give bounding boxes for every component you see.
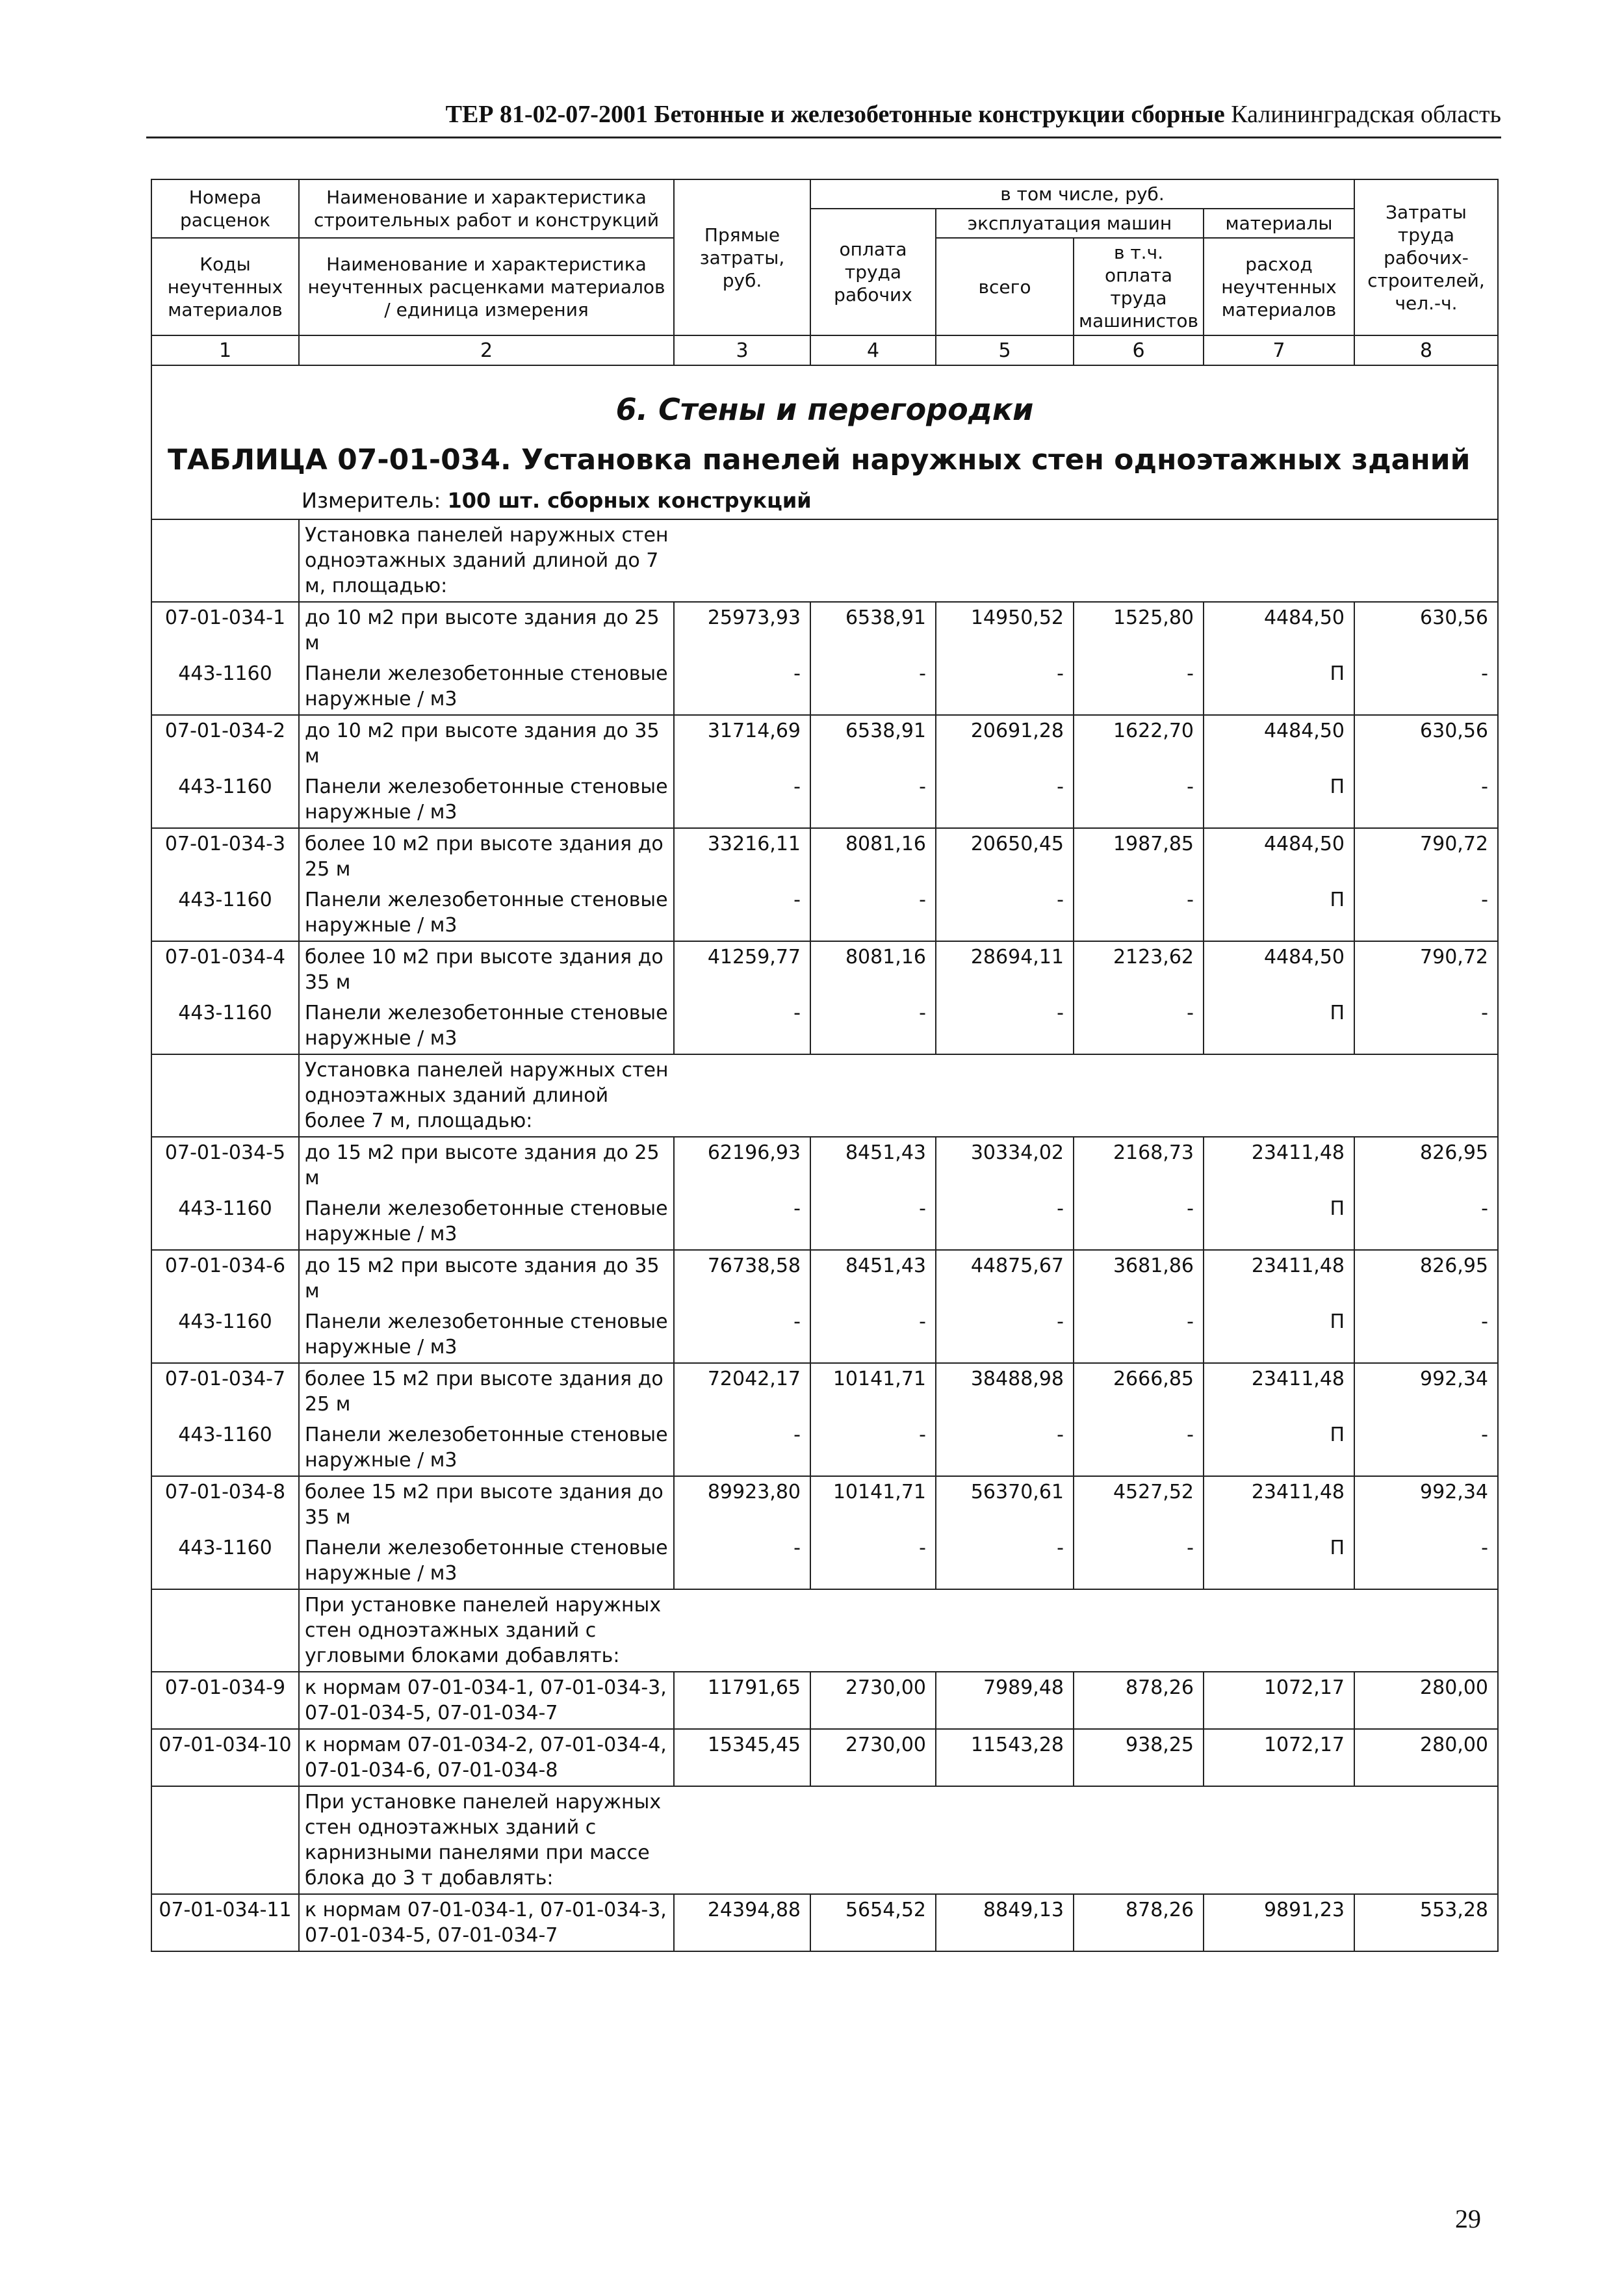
material-value-m6: - xyxy=(1074,658,1204,715)
work-name: к нормам 07-01-034-1, 07-01-034-3, 07-01-034-5, 07-01-034-7 xyxy=(299,1672,674,1729)
col-header-materials: материалы xyxy=(1204,209,1354,238)
material-value-m4: - xyxy=(810,772,936,828)
material-value-m8: - xyxy=(1354,772,1498,828)
table-row xyxy=(151,1137,1498,1193)
region-label: Калининградская область xyxy=(1231,101,1501,128)
value-c8: 790,72 xyxy=(1354,941,1498,998)
value-c4: 10141,71 xyxy=(810,1363,936,1420)
value-c5: 38488,98 xyxy=(936,1363,1074,1420)
value-c6: 2168,73 xyxy=(1074,1137,1204,1193)
material-value-m3: - xyxy=(674,1306,810,1363)
value-c8: 826,95 xyxy=(1354,1137,1498,1193)
rate-code: 07-01-034-6 xyxy=(151,1250,299,1306)
column-number: 3 xyxy=(674,335,810,365)
material-value-m7: П xyxy=(1204,1306,1354,1363)
material-code: 443-1160 xyxy=(151,1306,299,1363)
value-c4: 8451,43 xyxy=(810,1250,936,1306)
material-name: Панели железобетонные стеновые наружные / м3 xyxy=(299,658,674,715)
material-row xyxy=(151,658,1498,715)
measure-line xyxy=(152,488,1497,519)
page-header-text xyxy=(446,100,1501,129)
value-c4: 2730,00 xyxy=(810,1672,936,1729)
material-name: Панели железобетонные стеновые наружные / м3 xyxy=(299,772,674,828)
table-row xyxy=(151,715,1498,772)
rate-code: 07-01-034-10 xyxy=(151,1729,299,1786)
table-row xyxy=(151,602,1498,658)
value-c7: 23411,48 xyxy=(1204,1363,1354,1420)
value-c5: 20691,28 xyxy=(936,715,1074,772)
group-heading: Установка панелей наружных стен одноэтажных зданий длиной до 7 м, площадью: xyxy=(299,519,674,602)
blank-cell xyxy=(674,519,1498,602)
material-value-m7: П xyxy=(1204,772,1354,828)
value-c8: 553,28 xyxy=(1354,1894,1498,1951)
column-number: 7 xyxy=(1204,335,1354,365)
table-row xyxy=(151,1250,1498,1306)
value-c4: 6538,91 xyxy=(810,715,936,772)
material-value-m5: - xyxy=(936,1193,1074,1250)
material-row xyxy=(151,1533,1498,1589)
value-c5: 30334,02 xyxy=(936,1137,1074,1193)
group-heading: При установке панелей наружных стен одноэтажных зданий с угловыми блоками добавлять: xyxy=(299,1589,674,1672)
material-value-m4: - xyxy=(810,1306,936,1363)
work-name: более 10 м2 при высоте здания до 25 м xyxy=(299,828,674,885)
material-value-m8: - xyxy=(1354,998,1498,1054)
table-body xyxy=(151,365,1498,1951)
col-header-including: в том числе, руб. xyxy=(810,179,1354,209)
group-heading: При установке панелей наружных стен одноэтажных зданий с карнизными панелями при массе блока до 3 т добавлять: xyxy=(299,1786,674,1894)
material-row xyxy=(151,1193,1498,1250)
value-c6: 4527,52 xyxy=(1074,1476,1204,1533)
blank-cell xyxy=(151,1589,299,1672)
column-number: 6 xyxy=(1074,335,1204,365)
material-value-m6: - xyxy=(1074,1306,1204,1363)
material-value-m6: - xyxy=(1074,885,1204,941)
col-header-name: Наименование и характеристика строительных работ и конструкций xyxy=(299,179,674,238)
material-row xyxy=(151,998,1498,1054)
material-value-m4: - xyxy=(810,1193,936,1250)
value-c8: 630,56 xyxy=(1354,602,1498,658)
material-value-m8: - xyxy=(1354,1193,1498,1250)
table-header xyxy=(151,179,1498,365)
material-value-m7: П xyxy=(1204,1420,1354,1476)
material-name: Панели железобетонные стеновые наружные / м3 xyxy=(299,1193,674,1250)
material-value-m3: - xyxy=(674,658,810,715)
value-c7: 4484,50 xyxy=(1204,715,1354,772)
material-value-m5: - xyxy=(936,885,1074,941)
material-name: Панели железобетонные стеновые наружные / м3 xyxy=(299,885,674,941)
material-value-m5: - xyxy=(936,772,1074,828)
value-c6: 1525,80 xyxy=(1074,602,1204,658)
group-heading-row xyxy=(151,1786,1498,1894)
material-name: Панели железобетонные стеновые наружные / м3 xyxy=(299,1533,674,1589)
value-c8: 280,00 xyxy=(1354,1672,1498,1729)
value-c6: 878,26 xyxy=(1074,1894,1204,1951)
value-c4: 6538,91 xyxy=(810,602,936,658)
value-c5: 7989,48 xyxy=(936,1672,1074,1729)
value-c6: 1622,70 xyxy=(1074,715,1204,772)
value-c5: 14950,52 xyxy=(936,602,1074,658)
table-row xyxy=(151,1672,1498,1729)
value-c7: 23411,48 xyxy=(1204,1137,1354,1193)
rate-code: 07-01-034-5 xyxy=(151,1137,299,1193)
value-c7: 1072,17 xyxy=(1204,1672,1354,1729)
value-c5: 20650,45 xyxy=(936,828,1074,885)
value-c6: 938,25 xyxy=(1074,1729,1204,1786)
col-header-direct-costs: Прямые затраты, руб. xyxy=(674,179,810,335)
rate-code: 07-01-034-2 xyxy=(151,715,299,772)
material-row xyxy=(151,1420,1498,1476)
work-name: до 10 м2 при высоте здания до 25 м xyxy=(299,602,674,658)
value-c3: 15345,45 xyxy=(674,1729,810,1786)
work-name: к нормам 07-01-034-1, 07-01-034-3, 07-01-034-5, 07-01-034-7 xyxy=(299,1894,674,1951)
table-row xyxy=(151,828,1498,885)
blank-cell xyxy=(151,1054,299,1137)
rate-code: 07-01-034-9 xyxy=(151,1672,299,1729)
group-heading-row xyxy=(151,519,1498,602)
material-name: Панели железобетонные стеновые наружные / м3 xyxy=(299,998,674,1054)
work-name: к нормам 07-01-034-2, 07-01-034-4, 07-01-034-6, 07-01-034-8 xyxy=(299,1729,674,1786)
col-header-material-use: расход неучтенных материалов xyxy=(1204,238,1354,335)
material-value-m6: - xyxy=(1074,1193,1204,1250)
work-name: до 15 м2 при высоте здания до 25 м xyxy=(299,1137,674,1193)
table-row xyxy=(151,1476,1498,1533)
value-c6: 2666,85 xyxy=(1074,1363,1204,1420)
value-c4: 5654,52 xyxy=(810,1894,936,1951)
column-number: 4 xyxy=(810,335,936,365)
col-header-machinist-wages: в т.ч. оплата труда машинистов xyxy=(1074,238,1204,335)
material-value-m4: - xyxy=(810,1420,936,1476)
value-c3: 41259,77 xyxy=(674,941,810,998)
value-c7: 23411,48 xyxy=(1204,1476,1354,1533)
value-c7: 1072,17 xyxy=(1204,1729,1354,1786)
value-c8: 790,72 xyxy=(1354,828,1498,885)
rate-code: 07-01-034-7 xyxy=(151,1363,299,1420)
material-value-m7: П xyxy=(1204,1193,1354,1250)
material-row xyxy=(151,772,1498,828)
material-value-m4: - xyxy=(810,658,936,715)
table-row xyxy=(151,1894,1498,1951)
material-value-m3: - xyxy=(674,998,810,1054)
value-c4: 8081,16 xyxy=(810,828,936,885)
material-code: 443-1160 xyxy=(151,998,299,1054)
value-c3: 31714,69 xyxy=(674,715,810,772)
value-c3: 33216,11 xyxy=(674,828,810,885)
material-value-m5: - xyxy=(936,1306,1074,1363)
value-c3: 24394,88 xyxy=(674,1894,810,1951)
value-c4: 8451,43 xyxy=(810,1137,936,1193)
blank-cell xyxy=(674,1054,1498,1137)
value-c7: 23411,48 xyxy=(1204,1250,1354,1306)
material-row xyxy=(151,1306,1498,1363)
work-name: более 10 м2 при высоте здания до 35 м xyxy=(299,941,674,998)
material-value-m8: - xyxy=(1354,1420,1498,1476)
material-value-m5: - xyxy=(936,1420,1074,1476)
table-row xyxy=(151,941,1498,998)
rate-code: 07-01-034-4 xyxy=(151,941,299,998)
material-value-m6: - xyxy=(1074,1533,1204,1589)
material-value-m3: - xyxy=(674,772,810,828)
value-c7: 4484,50 xyxy=(1204,941,1354,998)
material-value-m5: - xyxy=(936,658,1074,715)
column-number: 1 xyxy=(151,335,299,365)
value-c8: 280,00 xyxy=(1354,1729,1498,1786)
column-numbers-row xyxy=(151,335,1498,365)
material-value-m7: П xyxy=(1204,658,1354,715)
material-value-m4: - xyxy=(810,998,936,1054)
material-code: 443-1160 xyxy=(151,1193,299,1250)
column-number: 2 xyxy=(299,335,674,365)
value-c4: 8081,16 xyxy=(810,941,936,998)
col-header-material-name: Наименование и характеристика неучтенных расценками материалов / единица измерения xyxy=(299,238,674,335)
material-value-m7: П xyxy=(1204,998,1354,1054)
value-c3: 25973,93 xyxy=(674,602,810,658)
group-heading: Установка панелей наружных стен одноэтажных зданий длиной более 7 м, площадью: xyxy=(299,1054,674,1137)
material-code: 443-1160 xyxy=(151,1533,299,1589)
material-value-m8: - xyxy=(1354,1533,1498,1589)
group-heading-row xyxy=(151,1054,1498,1137)
material-value-m3: - xyxy=(674,1420,810,1476)
page-number: 29 xyxy=(1455,2204,1481,2233)
material-value-m8: - xyxy=(1354,1306,1498,1363)
material-code: 443-1160 xyxy=(151,885,299,941)
material-value-m5: - xyxy=(936,998,1074,1054)
value-c8: 826,95 xyxy=(1354,1250,1498,1306)
material-value-m6: - xyxy=(1074,1420,1204,1476)
table-row xyxy=(151,1363,1498,1420)
section-title-row xyxy=(151,365,1498,519)
value-c3: 72042,17 xyxy=(674,1363,810,1420)
work-name: до 10 м2 при высоте здания до 35 м xyxy=(299,715,674,772)
material-value-m5: - xyxy=(936,1533,1074,1589)
value-c6: 2123,62 xyxy=(1074,941,1204,998)
value-c4: 10141,71 xyxy=(810,1476,936,1533)
section-title: 6. Стены и перегородки xyxy=(615,392,1034,427)
col-header-codes: Номера расценок xyxy=(151,179,299,238)
col-header-labor: Затраты труда рабочих-строителей, чел.-ч. xyxy=(1354,179,1498,335)
blank-cell xyxy=(151,1786,299,1894)
table-title: ТАБЛИЦА 07-01-034. Установка панелей наружных стен одноэтажных зданий xyxy=(168,443,1471,476)
value-c6: 878,26 xyxy=(1074,1672,1204,1729)
col-header-wages: оплата труда рабочих xyxy=(810,209,936,335)
blank-cell xyxy=(674,1786,1498,1894)
measure-value: 100 шт. сборных конструкций xyxy=(447,488,812,513)
material-value-m8: - xyxy=(1354,658,1498,715)
material-value-m3: - xyxy=(674,1193,810,1250)
value-c6: 1987,85 xyxy=(1074,828,1204,885)
col-header-material-codes: Коды неучтенных материалов xyxy=(151,238,299,335)
measure-label: Измеритель: xyxy=(302,488,441,513)
value-c5: 44875,67 xyxy=(936,1250,1074,1306)
table-row xyxy=(151,1729,1498,1786)
material-value-m7: П xyxy=(1204,885,1354,941)
material-value-m3: - xyxy=(674,1533,810,1589)
rate-code: 07-01-034-8 xyxy=(151,1476,299,1533)
material-row xyxy=(151,885,1498,941)
value-c7: 4484,50 xyxy=(1204,828,1354,885)
rate-code: 07-01-034-1 xyxy=(151,602,299,658)
rate-code: 07-01-034-11 xyxy=(151,1894,299,1951)
work-name: более 15 м2 при высоте здания до 35 м xyxy=(299,1476,674,1533)
material-value-m6: - xyxy=(1074,998,1204,1054)
document-code-title: ТЕР 81-02-07-2001 Бетонные и железобетонные конструкции сборные xyxy=(445,101,1225,128)
value-c8: 992,34 xyxy=(1354,1363,1498,1420)
material-value-m6: - xyxy=(1074,772,1204,828)
material-name: Панели железобетонные стеновые наружные / м3 xyxy=(299,1420,674,1476)
material-value-m7: П xyxy=(1204,1533,1354,1589)
value-c7: 4484,50 xyxy=(1204,602,1354,658)
blank-cell xyxy=(674,1589,1498,1672)
work-name: до 15 м2 при высоте здания до 35 м xyxy=(299,1250,674,1306)
value-c4: 2730,00 xyxy=(810,1729,936,1786)
value-c3: 76738,58 xyxy=(674,1250,810,1306)
value-c3: 62196,93 xyxy=(674,1137,810,1193)
material-value-m8: - xyxy=(1354,885,1498,941)
value-c8: 630,56 xyxy=(1354,715,1498,772)
material-code: 443-1160 xyxy=(151,1420,299,1476)
value-c7: 9891,23 xyxy=(1204,1894,1354,1951)
col-header-machines: эксплуатация машин xyxy=(936,209,1204,238)
column-number: 8 xyxy=(1354,335,1498,365)
col-header-machines-total: всего xyxy=(936,238,1074,335)
material-code: 443-1160 xyxy=(151,658,299,715)
group-heading-row xyxy=(151,1589,1498,1672)
value-c5: 56370,61 xyxy=(936,1476,1074,1533)
rate-code: 07-01-034-3 xyxy=(151,828,299,885)
price-table xyxy=(151,179,1499,1952)
value-c3: 89923,80 xyxy=(674,1476,810,1533)
material-value-m4: - xyxy=(810,885,936,941)
page-header xyxy=(146,91,1501,138)
value-c5: 8849,13 xyxy=(936,1894,1074,1951)
column-number: 5 xyxy=(936,335,1074,365)
material-name: Панели железобетонные стеновые наружные / м3 xyxy=(299,1306,674,1363)
material-value-m4: - xyxy=(810,1533,936,1589)
blank-cell xyxy=(151,519,299,602)
work-name: более 15 м2 при высоте здания до 25 м xyxy=(299,1363,674,1420)
value-c5: 28694,11 xyxy=(936,941,1074,998)
value-c3: 11791,65 xyxy=(674,1672,810,1729)
value-c8: 992,34 xyxy=(1354,1476,1498,1533)
material-code: 443-1160 xyxy=(151,772,299,828)
material-value-m3: - xyxy=(674,885,810,941)
value-c5: 11543,28 xyxy=(936,1729,1074,1786)
value-c6: 3681,86 xyxy=(1074,1250,1204,1306)
